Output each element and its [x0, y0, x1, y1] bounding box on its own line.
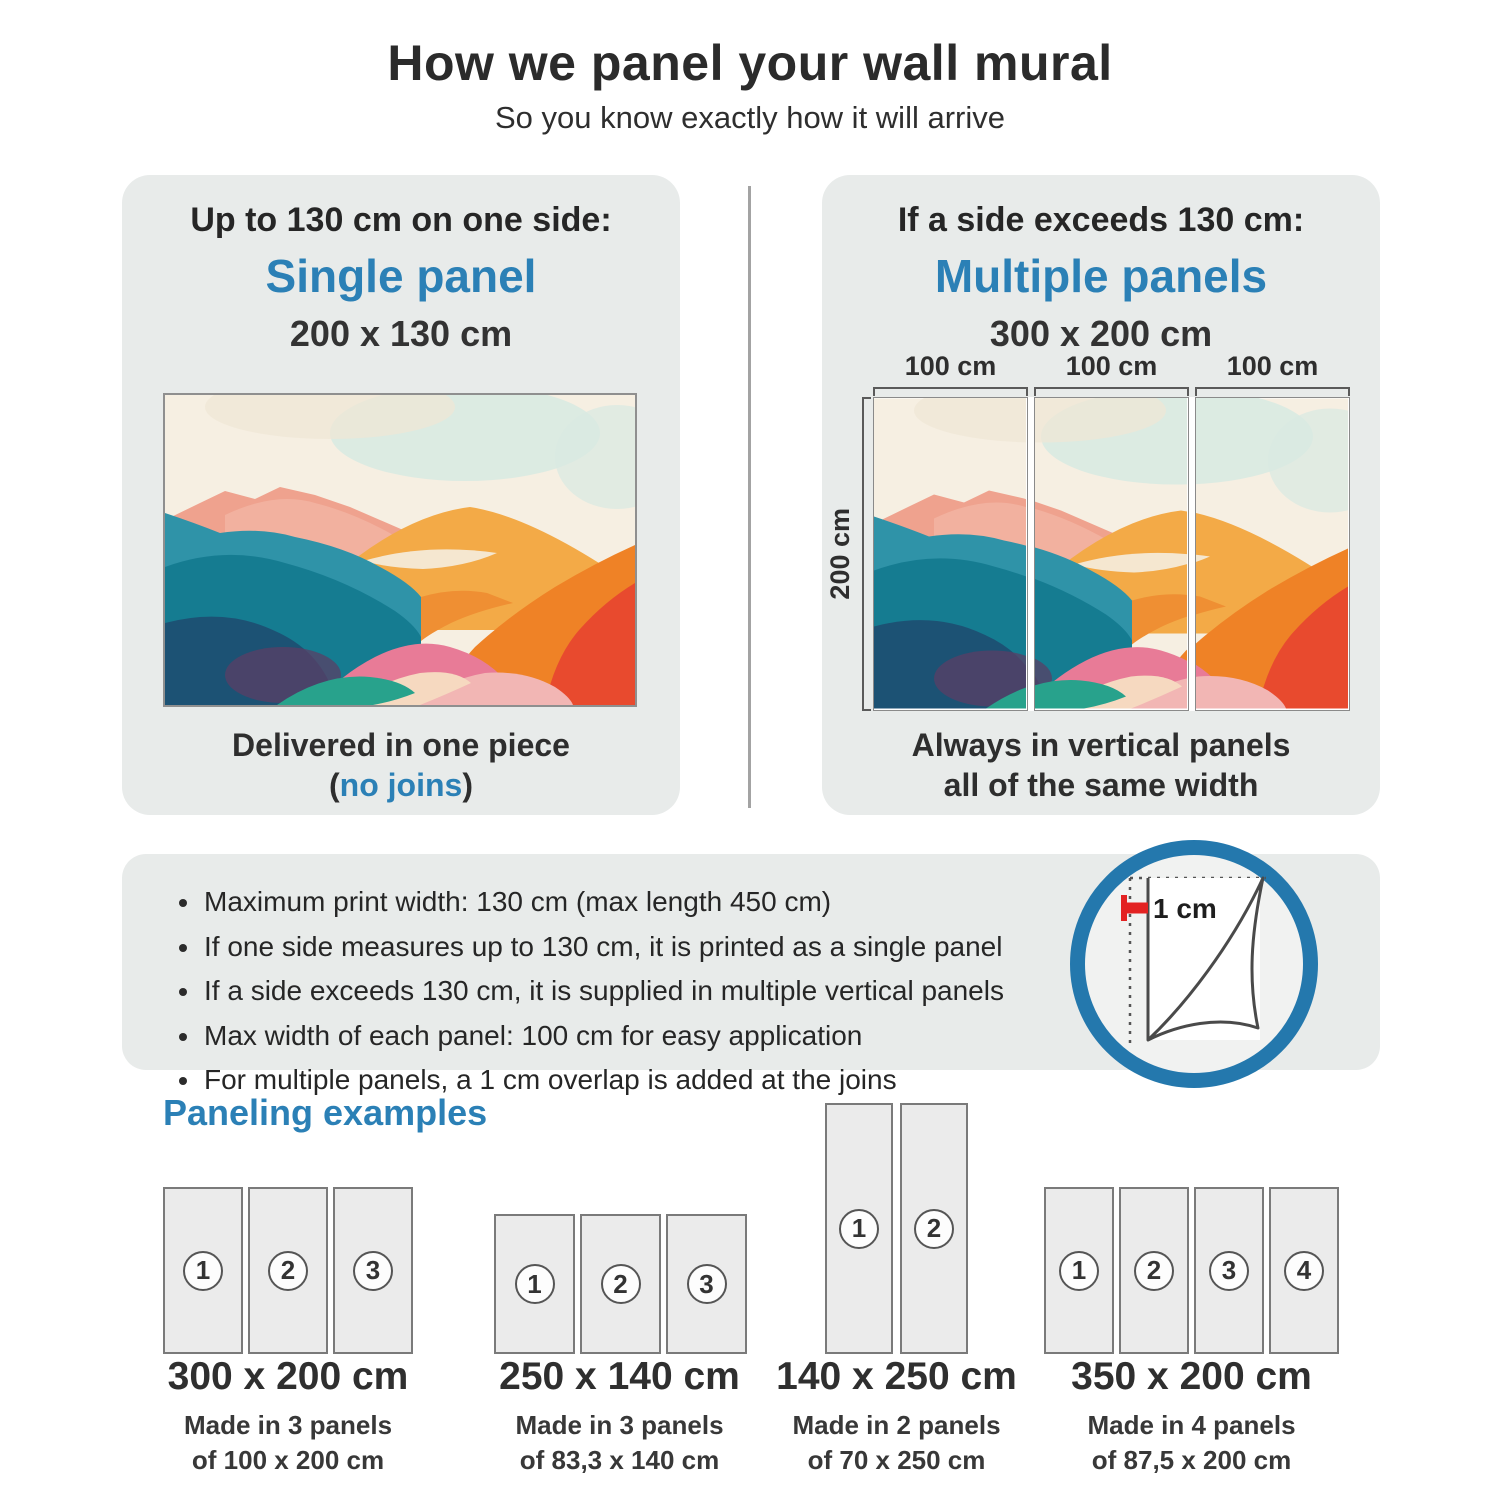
width-brackets [873, 387, 1350, 396]
example-size: 300 x 200 cm [167, 1355, 409, 1398]
panel-number: 1 [515, 1264, 555, 1304]
example-detail: Made in 2 panels [792, 1410, 1001, 1440]
single-size-label: 200 x 130 cm [289, 313, 513, 354]
info-bullet: For multiple panels, a 1 cm overlap is added at the joins [174, 1058, 1380, 1103]
multiple-panels-label: Multiple panels [934, 250, 1268, 302]
mini-panel [580, 1214, 661, 1354]
height-bracket [862, 397, 871, 711]
mini-panel [333, 1187, 413, 1354]
width-bracket [1195, 387, 1350, 396]
paren-close: ) [462, 767, 473, 803]
panel-number: 1 [1059, 1251, 1099, 1291]
mini-panel [494, 1214, 575, 1354]
example-detail: of 83,3 x 140 cm [519, 1445, 720, 1475]
page-subtitle: So you know exactly how it will arrive [495, 100, 1005, 135]
overlap-icon [1070, 840, 1318, 1088]
mini-panel [1119, 1187, 1189, 1354]
mini-panel [900, 1103, 968, 1354]
single-note-joins [122, 767, 680, 804]
example-panels [163, 1187, 413, 1354]
width-label: 100 cm [904, 351, 997, 381]
mural-panel-3 [1195, 397, 1350, 711]
panel-number: 2 [1134, 1251, 1174, 1291]
example-140x250 [776, 1102, 1017, 1482]
example-panels [1044, 1187, 1339, 1354]
mini-panel [1044, 1187, 1114, 1354]
example-panels [825, 1103, 968, 1354]
multiple-panels-card [822, 175, 1380, 815]
mini-panel [666, 1214, 747, 1354]
panel-number: 4 [1284, 1251, 1324, 1291]
example-panels [494, 1214, 747, 1354]
height-label-text: 200 cm [824, 508, 855, 600]
mural-image [163, 393, 637, 707]
single-condition: Up to 130 cm on one side: [190, 201, 612, 239]
example-size: 350 x 200 cm [1071, 1355, 1312, 1398]
info-bullet: Maximum print width: 130 cm (max length 450 cm) [174, 880, 1380, 925]
paneling-examples-heading: Paneling examples [163, 1092, 488, 1133]
no-joins-highlight: no joins [339, 767, 463, 803]
info-bullet: If a side exceeds 130 cm, it is supplied in multiple vertical panels [174, 969, 1380, 1014]
example-250x140 [494, 1102, 745, 1482]
width-label: 100 cm [1065, 351, 1158, 381]
example-detail: Made in 3 panels [183, 1410, 393, 1440]
multiple-note-line1: Always in vertical panels [911, 727, 1291, 763]
single-panel-card [122, 175, 680, 815]
example-300x200 [163, 1102, 413, 1482]
card-divider [748, 186, 751, 808]
panel-number: 1 [839, 1209, 879, 1249]
mini-panel [1194, 1187, 1264, 1354]
mini-panel [1269, 1187, 1339, 1354]
example-detail: Made in 3 panels [515, 1410, 724, 1440]
single-note: Delivered in one piece [232, 727, 570, 763]
mural-paneled-image [873, 397, 1350, 711]
panel-number: 3 [687, 1264, 727, 1304]
multiple-size-label: 300 x 200 cm [989, 313, 1213, 354]
paren-open: ( [329, 767, 340, 803]
panel-number: 2 [268, 1251, 308, 1291]
width-labels [873, 351, 1350, 382]
height-label [820, 397, 860, 711]
multiple-note-line2: all of the same width [943, 767, 1259, 803]
example-size: 140 x 250 cm [776, 1355, 1017, 1398]
width-label: 100 cm [1226, 351, 1319, 381]
mural-panel-1 [873, 397, 1028, 711]
mini-panel [825, 1103, 893, 1354]
page-title: How we panel your wall mural [387, 35, 1113, 91]
panel-number: 2 [601, 1264, 641, 1304]
mini-panel [248, 1187, 328, 1354]
example-detail: of 100 x 200 cm [191, 1445, 385, 1475]
panel-number: 3 [353, 1251, 393, 1291]
example-size: 250 x 140 cm [499, 1355, 740, 1398]
panel-number: 2 [914, 1209, 954, 1249]
example-detail: Made in 4 panels [1087, 1410, 1296, 1440]
width-bracket [1034, 387, 1189, 396]
multiple-condition: If a side exceeds 130 cm: [897, 201, 1305, 239]
example-detail: of 70 x 250 cm [807, 1445, 986, 1475]
single-panel-label: Single panel [265, 250, 537, 302]
mural-panel-2 [1034, 397, 1189, 711]
panel-number: 3 [1209, 1251, 1249, 1291]
mini-panel [163, 1187, 243, 1354]
overlap-label: 1 cm [1153, 893, 1217, 924]
width-bracket [873, 387, 1028, 396]
example-350x200 [1044, 1102, 1339, 1482]
panel-number: 1 [183, 1251, 223, 1291]
example-detail: of 87,5 x 200 cm [1091, 1445, 1292, 1475]
info-bullet: Max width of each panel: 100 cm for easy application [174, 1014, 1380, 1059]
info-bullet: If one side measures up to 130 cm, it is printed as a single panel [174, 925, 1380, 970]
